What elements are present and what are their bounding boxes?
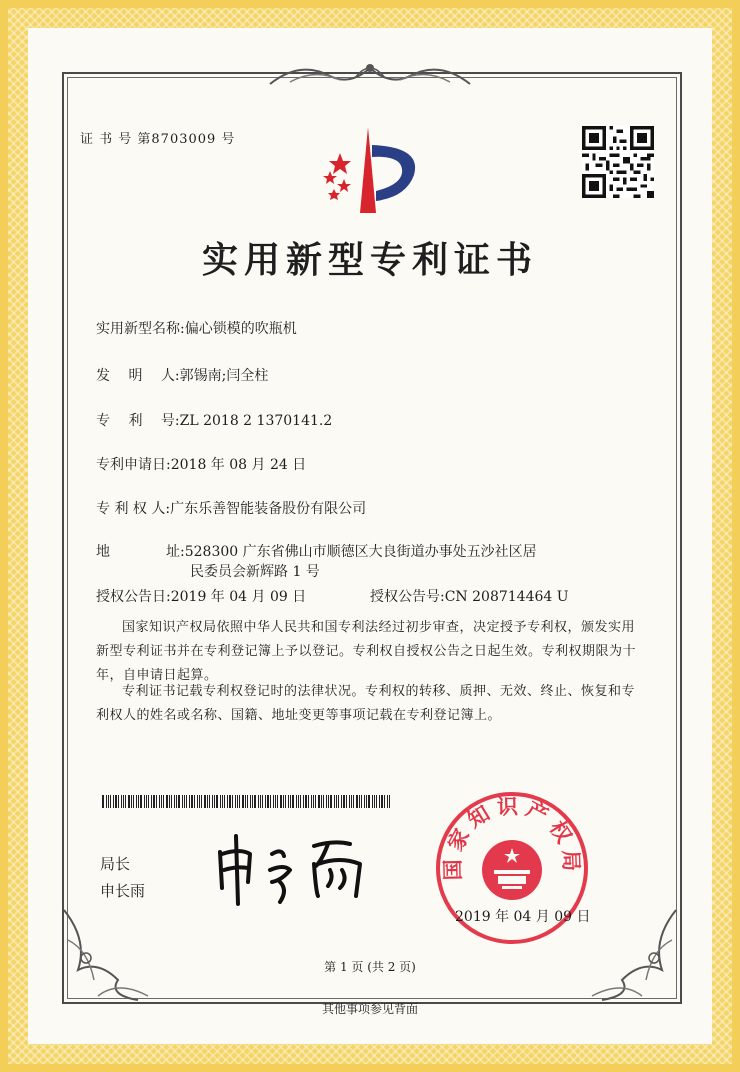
paragraph-line: 利权人的姓名或名称、国籍、地址变更等事项记载在专利登记簿上。 (96, 708, 502, 723)
certificate-title: 实用新型专利证书 (201, 239, 538, 281)
field-value: 偏心锁模的吹瓶机 (184, 321, 297, 337)
application-date-row (96, 454, 306, 474)
grant-announcement-number-row (370, 586, 569, 606)
patent-number-row (96, 410, 332, 430)
top-ornament (260, 56, 480, 92)
field-label: 授权公告日: (96, 589, 171, 605)
certificate-number: 证 书 号 第8703009 号 (80, 132, 236, 147)
field-value: CN 208714464 U (444, 589, 569, 605)
address-row-continued (190, 561, 320, 581)
grant-statement-paragraph (96, 616, 656, 688)
field-value: 2019 年 04 月 09 日 (170, 589, 307, 605)
field-label: 授权公告号: (370, 589, 445, 605)
field-label: 发 明 人: (96, 368, 180, 384)
page-indicator: 第 1 页 (共 2 页) (324, 960, 416, 974)
grant-announcement-date-row (96, 586, 306, 606)
field-value: 民委员会新辉路 1 号 (190, 564, 320, 580)
field-value: ZL 2018 2 1370141.2 (179, 413, 333, 429)
field-label: 实用新型名称: (96, 321, 185, 337)
paragraph-line: 新型专利证书并在专利登记簿上予以登记。专利权自授权公告之日起生效。专利权期限为十 (96, 644, 637, 659)
patentee-row (96, 498, 366, 518)
inventor-row (96, 365, 268, 385)
bottom-left-ornament (58, 900, 168, 1010)
paragraph-line: 年，自申请日起算。 (96, 668, 218, 683)
seal-date: 2019 年 04 月 09 日 (455, 909, 591, 925)
legal-status-paragraph (96, 680, 656, 728)
seal-text: 国家知识产权局 (439, 793, 585, 881)
field-label: 地 址: (96, 544, 185, 560)
field-label: 专 利 号: (96, 413, 180, 429)
paragraph-line: 专利证书记载专利权登记时的法律状况。专利权的转移、质押、无效、终止、恢复和专 (122, 684, 636, 699)
field-label: 专利申请日: (96, 457, 171, 473)
officer-name: 申长雨 (100, 882, 146, 900)
field-value: 2018 年 08 月 24 日 (170, 457, 307, 473)
field-value: 郭锡南;闫全柱 (179, 368, 269, 384)
field-value: 528300 广东省佛山市顺德区大良街道办事处五沙社区居 (184, 544, 537, 560)
utility-model-name-row (96, 318, 297, 338)
field-value: 广东乐善智能装备股份有限公司 (170, 501, 367, 517)
officer-title: 局长 (100, 855, 131, 873)
director-signature (210, 830, 380, 910)
address-row (96, 541, 537, 561)
paragraph-line: 国家知识产权局依照中华人民共和国专利法经过初步审查，决定授予专利权，颁发实用 (122, 620, 636, 635)
footer-note: 其他事项参见背面 (321, 1002, 418, 1016)
barcode (102, 795, 392, 808)
field-label: 专 利 权 人: (96, 501, 171, 517)
qr-code (582, 126, 654, 198)
cnipa-logo (310, 125, 430, 215)
